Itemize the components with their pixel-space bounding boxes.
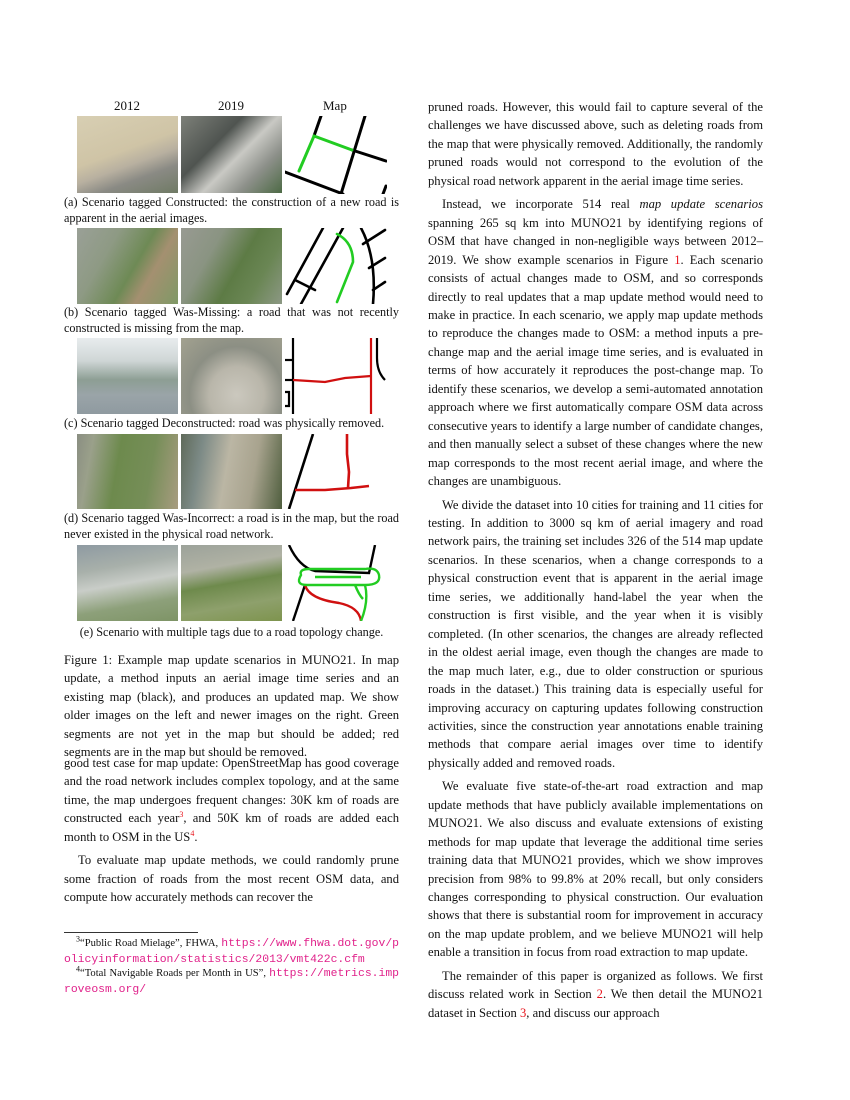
aerial-image-a-2012	[77, 116, 178, 193]
cross-reference-link[interactable]: 1	[674, 252, 681, 267]
map-b	[285, 228, 387, 304]
right-paragraph-3	[428, 496, 763, 773]
text-segment: good test case for map update: OpenStreetMap has good coverage and the road network includes complex topology, and at the same time, the map undergoes frequent changes: 30K km of roads are constructed each year	[64, 756, 399, 826]
footnote-number: 3	[76, 934, 80, 944]
column-header-2012: 2012	[114, 98, 140, 113]
right-paragraph-4	[428, 777, 763, 962]
text-segment: “Total Navigable Roads per Month in US”,	[80, 968, 270, 979]
aerial-image-b-2019	[181, 228, 282, 304]
url-link[interactable]: https://www.fhwa.dot.gov/policyinformation/statistics/2013/vmt422c.cfm	[64, 938, 399, 966]
text-segment: We divide the dataset into 10 cities for training and 11 cities for testing. In addition to 3000 sq km of aerial imagery and road network pairs, the training set includes 326 of the 514 map update scenarios. In these scenarios, when a change corresponds to a physical construction event that is apparent in the aerial image time series, we additionally hand-label the year when the construction is first visible, and the year when it is visibly completed. (In other scenarios, the changes are already reflected in the oldest aerial image, even though the changes are made to the map much later, e.g., due to older construction or spurious roads in the dataset.) This training data is especially useful for improving accuracy on capturing updates following construction activities, since the construction year annotations enable training methods that compare aerial images over time to identify physically added and removed roads.	[428, 497, 763, 770]
text-segment: The remainder of this paper is organized as follows. We first discuss related work in Section	[428, 968, 763, 1002]
footnote-rule	[64, 932, 198, 933]
aerial-image-e-2012	[77, 545, 178, 621]
aerial-image-c-2019	[181, 338, 282, 414]
figure-caption: Figure 1: Example map update scenarios in MUNO21. In map update, a method inputs an aerial image time series and an existing map (black), and produces an updated map. We show older images on the left and newer images on the right. Green segments are not yet in the map but should be added; red segments are in the map but should be removed.	[64, 653, 399, 760]
cross-reference-link[interactable]: 2	[596, 987, 603, 1002]
url-link[interactable]: https://metrics.improveosm.org/	[64, 968, 399, 996]
text-segment: . Each scenario consists of actual changes made to OSM, and so corresponds directly to real updates that a map update method would need to make in practice. In each scenario, we apply map update methods to reproduce the changes made to OSM: a method inputs a pre-change map and the aerial image time series, and is evaluated in terms of how accurately it reproduces the post-change map. To identify these scenarios, we develop a semi-automated annotation approach where we first automatically compare OSM data across consecutive years to identify a large number of candidate changes, and then manually select a subset of these changes where the new map corresponds to the most recent aerial image, and where the changes are unambiguous.	[428, 252, 763, 489]
aerial-image-a-2019	[181, 116, 282, 193]
aerial-image-d-2012	[77, 434, 178, 509]
text-segment: “Public Road Mielage”, FHWA,	[80, 938, 222, 949]
subcaption-a: (a) Scenario tagged Constructed: the construction of a new road is apparent in the aerial images.	[64, 195, 399, 226]
map-e	[285, 545, 387, 621]
aerial-image-c-2012	[77, 338, 178, 414]
map-c	[285, 338, 387, 414]
text-segment: . We then detail the MUNO21 dataset in Section	[428, 987, 764, 1020]
column-header-map: Map	[323, 98, 347, 113]
text-segment: .	[194, 829, 198, 844]
column-header-2019: 2019	[218, 98, 244, 113]
emphasis-text: map update scenarios	[639, 197, 763, 212]
subcaption-c: (c) Scenario tagged Deconstructed: road was physically removed.	[64, 416, 385, 430]
text-segment: To evaluate map update methods, we could randomly prune some fraction of roads from the most recent OSM data, and compute how accurately methods can recover the	[64, 853, 399, 905]
aerial-image-b-2012	[77, 228, 178, 304]
cross-reference-link[interactable]: 3	[519, 1005, 527, 1020]
aerial-image-d-2019	[181, 434, 282, 509]
right-paragraph-1	[428, 98, 763, 190]
map-a	[285, 116, 387, 194]
footnote-marker-link[interactable]: 3	[179, 810, 184, 820]
aerial-image-e-2019	[181, 545, 282, 621]
footnote-3	[64, 936, 399, 968]
right-paragraph-5	[428, 967, 763, 1022]
text-segment: , and discuss our approach	[526, 1005, 660, 1020]
left-paragraph-1	[64, 754, 399, 846]
footnote-marker-link[interactable]: 4	[190, 828, 195, 838]
footnote-number: 4	[76, 964, 80, 974]
left-paragraph-2	[64, 851, 399, 906]
subcaption-b: (b) Scenario tagged Was-Missing: a road that was not recently constructed is missing from the map.	[64, 305, 399, 336]
subcaption-e: (e) Scenario with multiple tags due to a road topology change.	[79, 625, 384, 639]
text-segment: spanning 265 sq km into MUNO21 by identifying regions of OSM that have changed in non-negligible ways between 2012–2019. We show example scenarios in Figure	[428, 215, 763, 267]
text-segment: We evaluate five state-of-the-art road extraction and map update methods that have publicly available implementations on MUNO21. We also discuss and evaluate extensions of existing methods for map update that leverage the additional time series training data that MUNO21 provides, which we show improves precision from 98% to 99.8% at 20% recall, but only considers changes corresponding to physical construction. Our evaluation shows that there is substantial room for improvement in accuracy on the map update problem, and we believe MUNO21 will help enable a transition in focus from road extraction to map update.	[428, 779, 763, 960]
right-paragraph-2	[428, 195, 763, 490]
map-d	[285, 434, 387, 509]
subcaption-d: (d) Scenario tagged Was-Incorrect: a road is in the map, but the road never existed in the physical road network.	[64, 511, 399, 542]
text-segment: pruned roads. However, this would fail to capture several of the challenges we have discussed above, such as deleting roads from the map that were physically removed. Additionally, the randomly pruned roads would not correspond to the evolution of the physical road network apparent in the aerial image time series.	[428, 100, 763, 188]
text-segment: Instead, we incorporate 514 real	[442, 197, 640, 212]
footnote-4	[64, 966, 399, 998]
text-segment: , and 50K km of roads are added each month to OSM in the US	[64, 811, 399, 844]
